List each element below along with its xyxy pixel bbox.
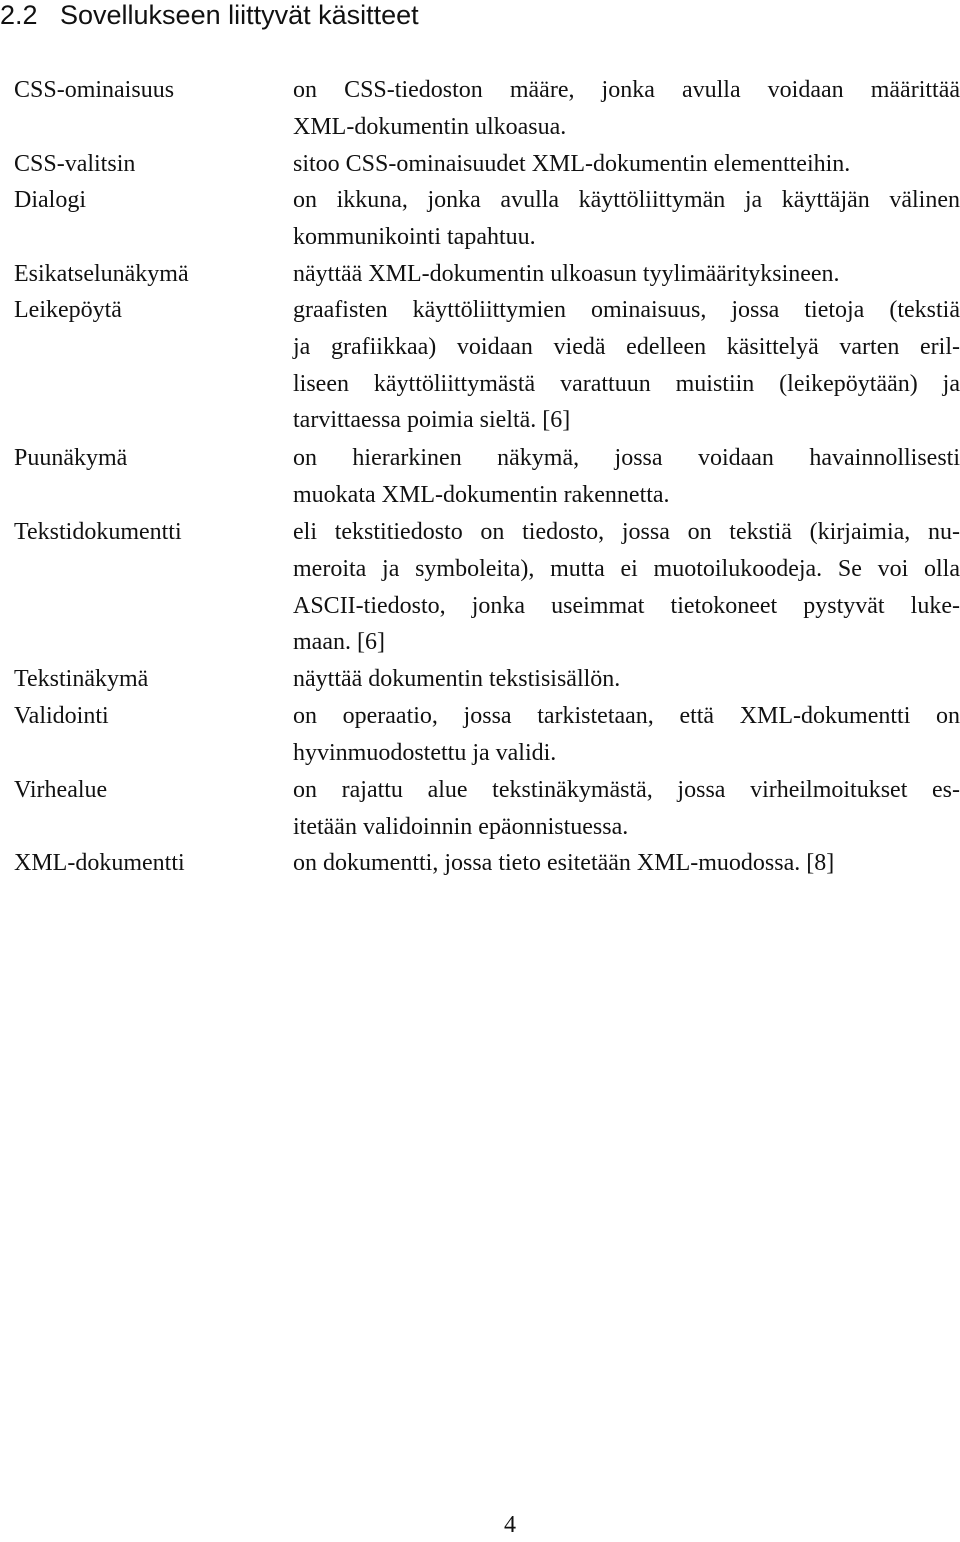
- glossary-term: CSS-ominaisuus: [14, 77, 175, 103]
- section-title: Sovellukseen liittyvät käsitteet: [60, 0, 419, 30]
- definition-line: XML-dokumentin ulkoasua.: [293, 113, 567, 140]
- glossary-definition: [293, 256, 960, 293]
- glossary-term: Puunäkymä: [14, 445, 128, 471]
- glossary-definition: [293, 772, 960, 846]
- definition-line: muokata XML-dokumentin rakennetta.: [293, 481, 670, 508]
- definition-line: graafisten käyttöliittymien ominaisuus, jossa tietoja (tekstiä: [293, 297, 960, 323]
- glossary-term: Virhealue: [14, 777, 108, 803]
- definition-line: ASCII-tiedosto, jonka useimmat tietokoneet pystyvät luke-: [293, 592, 960, 619]
- glossary-definition: [293, 182, 960, 256]
- glossary-definition: [293, 292, 960, 439]
- definition-line: ja grafiikkaa) voidaan viedä edelleen käsittelyä varten eril-: [293, 333, 960, 360]
- glossary-definition: [293, 661, 960, 698]
- definition-line: itetään validoinnin epäonnistuessa.: [293, 813, 629, 840]
- glossary-term: Leikepöytä: [14, 297, 122, 323]
- definition-line: on ikkuna, jonka avulla käyttöliittymän ja käyttäjän välinen: [293, 187, 960, 213]
- definition-line: meroita ja symboleita), mutta ei muotoilukoodeja. Se voi olla: [293, 555, 960, 582]
- glossary-definition: [293, 698, 960, 772]
- glossary-definition: [293, 146, 960, 183]
- definition-line: liseen käyttöliittymästä varattuun muistiin (leikepöytään) ja: [293, 370, 960, 397]
- definition-line: tarvittaessa poimia sieltä. [6]: [293, 407, 571, 434]
- definition-line: on operaatio, jossa tarkistetaan, että XML-dokumentti on: [293, 703, 960, 729]
- definition-line: maan. [6]: [293, 629, 385, 656]
- glossary-definition: [293, 514, 960, 661]
- glossary-term: XML-dokumentti: [14, 850, 185, 876]
- section-heading: [0, 0, 419, 30]
- glossary-definition: [293, 72, 960, 146]
- definition-line: hyvinmuodostettu ja validi.: [293, 739, 557, 766]
- definition-line: on rajattu alue tekstinäkymästä, jossa virheilmoitukset es-: [293, 777, 960, 803]
- definition-line: on dokumentti, jossa tieto esitetään XML-muodossa. [8]: [293, 850, 835, 876]
- definition-line: sitoo CSS-ominaisuudet XML-dokumentin elementteihin.: [293, 151, 851, 177]
- definition-line: kommunikointi tapahtuu.: [293, 223, 536, 250]
- section-number: 2.2: [0, 0, 38, 30]
- definition-line: eli tekstitiedosto on tiedosto, jossa on tekstiä (kirjaimia, nu-: [293, 519, 960, 545]
- glossary-term: Dialogi: [14, 187, 86, 213]
- glossary-term: CSS-valitsin: [14, 151, 136, 177]
- definition-line: on hierarkinen näkymä, jossa voidaan havainnollisesti: [293, 445, 960, 471]
- glossary-definition: [293, 440, 960, 514]
- glossary-term: Validointi: [14, 703, 109, 729]
- definition-line: näyttää dokumentin tekstisisällön.: [293, 666, 621, 692]
- definition-line: näyttää XML-dokumentin ulkoasun tyylimäärityksineen.: [293, 261, 840, 287]
- glossary-term: Tekstidokumentti: [14, 519, 182, 545]
- page-number: 4: [504, 1512, 516, 1538]
- glossary-term: Esikatselunäkymä: [14, 261, 189, 287]
- glossary-definition: [293, 845, 960, 882]
- definition-line: on CSS-tiedoston määre, jonka avulla voidaan määrittää: [293, 77, 960, 103]
- glossary-term: Tekstinäkymä: [14, 666, 149, 692]
